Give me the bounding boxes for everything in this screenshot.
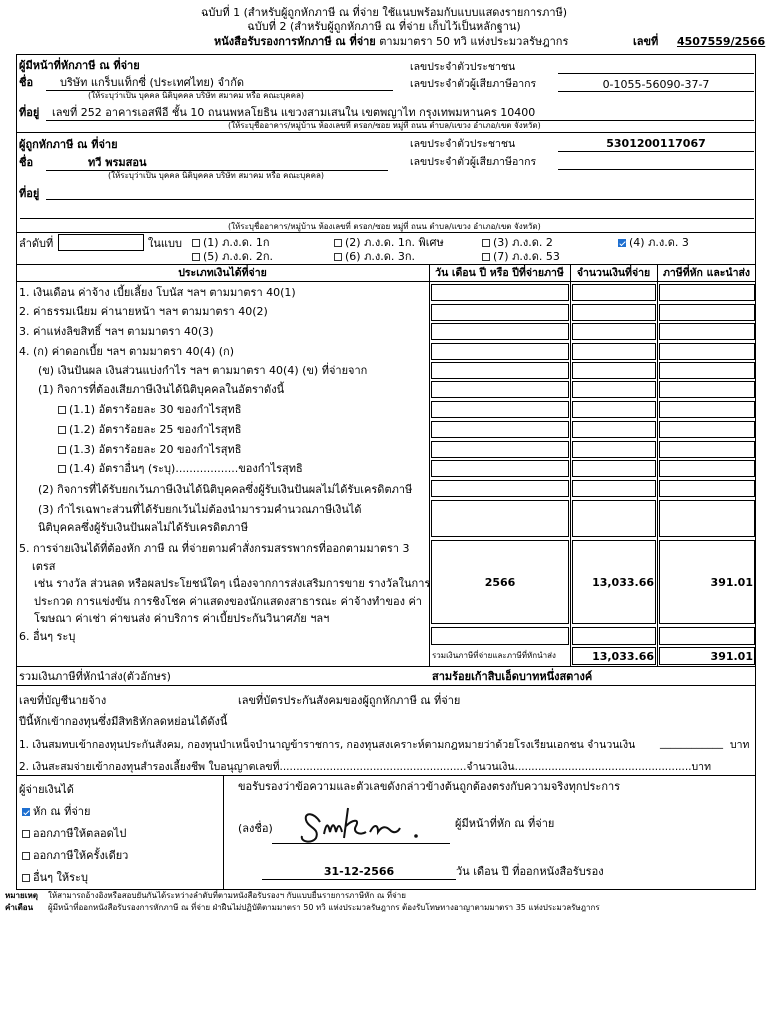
row4b1c-tax-box[interactable] xyxy=(659,441,755,458)
row1-date-box[interactable] xyxy=(431,284,569,301)
payer-choice-withhold[interactable] xyxy=(22,806,90,817)
row2-amount-box[interactable] xyxy=(572,304,656,321)
income-row-5-line5: โฆษณา ค่าเช่า ค่าขนส่ง ค่าบริการ ค่าเบี้ยประกันวินาศภัย ฯลฯ xyxy=(34,612,330,625)
payer-taxid-line xyxy=(558,91,754,92)
row6-date-box[interactable] xyxy=(431,627,569,645)
income-row-4b3-line1: (3) กำไรเฉพาะส่วนที่ได้รับยกเว้นไม่ต้องนำมารวมคำนวณภาษีเงินได้ xyxy=(38,503,362,516)
deduction-line-1-unit: บาท xyxy=(730,739,750,751)
row3-tax-box[interactable] xyxy=(659,323,755,340)
note-text: ให้สามารถอ้างอิงหรือสอบยันกันได้ระหว่างลำดับที่ตามหนังสือรับรองฯ กับแบบยื่นรายการภาษีหัก ณ ที่จ่าย xyxy=(48,891,406,900)
form-option-4-label: (4) ภ.ง.ด. 3 xyxy=(629,236,689,249)
payee-section-label: ผู้ถูกหักภาษี ณ ที่จ่าย xyxy=(19,138,118,151)
total-words-value: สามร้อยเก้าสิบเอ็ดบาทหนึ่งสตางค์ xyxy=(432,670,593,683)
income-row-4b: (ข) เงินปันผล เงินส่วนแบ่งกำไร ฯลฯ ตามมาตรา 40(4) (ข) ที่จ่ายจาก xyxy=(38,364,368,377)
income-row-6: 6. อื่นๆ ระบุ xyxy=(19,630,76,643)
row1-amount-box[interactable] xyxy=(572,284,656,301)
row4b1a-date-box[interactable] xyxy=(431,401,569,418)
funds-bottom-line xyxy=(16,775,756,776)
payer-section-label: ผู้มีหน้าที่หักภาษี ณ ที่จ่าย xyxy=(19,59,140,72)
income-row-5-line1: 5. การจ่ายเงินได้ที่ต้องหัก ภาษี ณ ที่จ่ายตามคำสั่งกรมสรรพากรที่ออกตามมาตรา 3 xyxy=(19,542,410,555)
total-tax-value: 391.01 xyxy=(710,650,753,663)
sign-label: (ลงชื่อ) xyxy=(238,822,273,835)
checkbox-icon[interactable] xyxy=(58,406,66,414)
row4b1-amount-box[interactable] xyxy=(572,381,656,398)
row2-date-box[interactable] xyxy=(431,304,569,321)
income-row-2: 2. ค่าธรรมเนียม ค่านายหน้า ฯลฯ ตามมาตรา 40(2) xyxy=(19,305,268,318)
payer-divider xyxy=(16,132,756,133)
deduction-line-1-blank[interactable]: ____________ xyxy=(660,737,723,749)
warning-label: คำเตือน xyxy=(5,903,34,912)
table-top-line xyxy=(16,264,756,265)
issue-date-label: วัน เดือน ปี ที่ออกหนังสือรับรอง xyxy=(456,865,604,878)
payer-choice-once-label: ออกภาษีให้ครั้งเดียว xyxy=(33,849,129,862)
title-bold: หนังสือรับรองการหักภาษี ณ ที่จ่าย xyxy=(214,35,376,48)
form-option-3-label: (3) ภ.ง.ด. 2 xyxy=(493,236,553,249)
income-row-4b1c[interactable] xyxy=(58,444,241,455)
payer-address: เลขที่ 252 อาคารเอสพีอี ชั้น 10 ถนนพหลโยธิน แขวงสามเสนใน เขตพญาไท กรุงเทพมหานคร 10400 xyxy=(52,106,536,119)
form-option-1-label: (1) ภ.ง.ด. 1ก xyxy=(203,236,270,249)
row4b1c-date-box[interactable] xyxy=(431,441,569,458)
row3-amount-box[interactable] xyxy=(572,323,656,340)
income-row-4b1c-label: (1.3) อัตราร้อยละ 20 ของกำไรสุทธิ xyxy=(69,443,242,456)
row6-amount-box[interactable] xyxy=(572,627,656,645)
col-header-date: วัน เดือน ปี หรือ ปีที่จ่ายภาษี xyxy=(435,267,564,279)
payer-choice-other-label: อื่นๆ ให้ระบุ xyxy=(33,871,88,884)
total-label: รวมเงินภาษีที่จ่ายและภาษีที่หักนำส่ง xyxy=(432,651,556,660)
certify-divider xyxy=(223,775,224,889)
number-label: เลขที่ xyxy=(633,35,659,48)
table-col-line-1 xyxy=(429,264,430,666)
row4b2-tax-box[interactable] xyxy=(659,480,755,497)
copy2-text: ฉบับที่ 2 (สำหรับผู้ถูกหักภาษี ณ ที่จ่าย เก็บไว้เป็นหลักฐาน) xyxy=(247,20,521,33)
row4a-amount-box[interactable] xyxy=(572,343,656,360)
income-row-5-line3: เช่น รางวัล ส่วนลด หรือผลประโยชน์ใดๆ เนื่องจากการส่งเสริมการขาย รางวัลในการ xyxy=(34,577,431,590)
payer-address-label: ที่อยู่ xyxy=(19,106,40,119)
row5-date-value: 2566 xyxy=(484,576,516,589)
income-row-4b1: (1) กิจการที่ต้องเสียภาษีเงินได้นิติบุคคลในอัตราดังนี้ xyxy=(38,383,285,396)
checkbox-icon[interactable] xyxy=(58,426,66,434)
row4b2-amount-box[interactable] xyxy=(572,480,656,497)
payer-choice-other[interactable] xyxy=(22,872,88,883)
row4b3-date-box[interactable] xyxy=(431,500,569,537)
total-amount-value: 13,033.66 xyxy=(592,650,654,663)
income-row-4b1d[interactable] xyxy=(58,463,303,474)
row4b1-date-box[interactable] xyxy=(431,381,569,398)
row4b1a-tax-box[interactable] xyxy=(659,401,755,418)
checkbox-icon[interactable] xyxy=(58,465,66,473)
payer-address-hint: (ให้ระบุชื่ออาคาร/หมู่บ้าน ห้องเลขที่ ตรอก/ซอย หมู่ที่ ถนน ตำบล/แขวง อำเภอ/เขต จังหวัด) xyxy=(228,121,541,130)
signature-line xyxy=(272,843,450,844)
order-label: ลำดับที่ xyxy=(19,237,54,250)
payer-name: บริษัท แกร็บแท็กซี่ (ประเทศไทย) จำกัด xyxy=(60,76,245,89)
income-row-4b1a-label: (1.1) อัตราร้อยละ 30 ของกำไรสุทธิ xyxy=(69,403,242,416)
row4b-amount-box[interactable] xyxy=(572,362,656,379)
income-row-3: 3. ค่าแห่งลิขสิทธิ์ ฯลฯ ตามมาตรา 40(3) xyxy=(19,325,214,338)
payer-id-label: เลขประจำตัวประชาชน xyxy=(410,61,516,73)
checkbox-icon[interactable] xyxy=(22,874,30,882)
row2-tax-box[interactable] xyxy=(659,304,755,321)
row4a-tax-box[interactable] xyxy=(659,343,755,360)
income-row-4b1a[interactable] xyxy=(58,404,241,415)
row4b1d-tax-box[interactable] xyxy=(659,460,755,477)
total-words-label: รวมเงินภาษีที่หักนำส่ง(ตัวอักษร) xyxy=(19,670,171,683)
income-row-4a: 4. (ก) ค่าดอกเบี้ย ฯลฯ ตามมาตรา 40(4) (ก) xyxy=(19,345,234,358)
form-option-6-label: (6) ภ.ง.ด. 3ก. xyxy=(345,250,415,263)
form-option-2-label: (2) ภ.ง.ด. 1ก. พิเศษ xyxy=(345,236,444,249)
checkbox-icon[interactable] xyxy=(22,830,30,838)
form-option-4[interactable] xyxy=(618,237,689,248)
col-header-income-type: ประเภทเงินได้ที่จ่าย xyxy=(178,267,267,279)
table-header-line xyxy=(16,281,756,282)
row4b3-amount-box[interactable] xyxy=(572,500,656,537)
signature-image xyxy=(290,798,440,848)
row6-tax-box[interactable] xyxy=(659,627,755,645)
income-row-4b2: (2) กิจการที่ได้รับยกเว้นภาษีเงินได้นิติบุคคลซึ่งผู้รับเงินปันผลไม่ได้รับเครดิตภาษี xyxy=(38,483,413,496)
certify-statement: ขอรับรองว่าข้อความและตัวเลขดังกล่าวข้างต้นถูกต้องตรงกับความจริงทุกประการ xyxy=(238,780,621,793)
income-row-4b3-line2: นิติบุคคลซึ่งผู้รับเงินปันผลไม่ได้รับเครดิตภาษี xyxy=(38,521,248,534)
payee-address-hint: (ให้ระบุชื่ออาคาร/หมู่บ้าน ห้องเลขที่ ตรอก/ซอย หมู่ที่ ถนน ตำบล/แขวง อำเภอ/เขต จังหวัด) xyxy=(228,222,541,231)
row4b-tax-box[interactable] xyxy=(659,362,755,379)
payee-id-line xyxy=(558,151,754,152)
checkbox-icon[interactable] xyxy=(192,239,200,247)
checked-checkbox-icon[interactable] xyxy=(618,239,626,247)
checkbox-icon[interactable] xyxy=(58,446,66,454)
payer-choice-once[interactable] xyxy=(22,850,128,861)
table-col-line-3 xyxy=(657,264,658,666)
issue-date-line xyxy=(262,879,456,880)
warning-text: ผู้มีหน้าที่ออกหนังสือรับรองการหักภาษี ณ ที่จ่าย ฝ่าฝืนไม่ปฏิบัติตามมาตรา 50 ทวิ แห่งประมวลรัษฎากร ต้องรับโทษทางอาญาตามมาตรา 35 แห่งประมวลรัษฎากร xyxy=(48,903,600,912)
deduction-title: ปีนี้หักเข้ากองทุนซึ่งมีสิทธิหักลดหย่อนได้ดังนี้ xyxy=(19,715,228,728)
form-option-5-label: (5) ภ.ง.ด. 2ก. xyxy=(203,250,273,263)
checkbox-icon[interactable] xyxy=(482,253,490,261)
payer-id-line xyxy=(558,73,754,74)
payee-taxid-line xyxy=(558,169,754,170)
certificate-number: 4507559/2566 xyxy=(677,35,766,48)
row4b1-tax-box[interactable] xyxy=(659,381,755,398)
row4b1b-amount-box[interactable] xyxy=(572,421,656,438)
income-row-5-line2: เตรส xyxy=(32,560,56,573)
checkbox-icon[interactable] xyxy=(334,239,342,247)
issue-date-value: 31-12-2566 xyxy=(323,865,395,878)
row4b1c-amount-box[interactable] xyxy=(572,441,656,458)
col-header-tax: ภาษีที่หัก และนำส่ง xyxy=(662,267,751,279)
income-row-4b1d-label: (1.4) อัตราอื่นๆ (ระบุ)..................ของกำไรสุทธิ xyxy=(69,462,303,475)
payee-divider xyxy=(16,232,756,233)
form-option-1[interactable] xyxy=(192,237,270,248)
payee-address-line1 xyxy=(46,199,754,200)
row4b1a-amount-box[interactable] xyxy=(572,401,656,418)
payer-name-label: ชื่อ xyxy=(19,76,34,89)
document-title xyxy=(214,36,568,47)
checked-checkbox-icon[interactable] xyxy=(22,808,30,816)
row3-date-box[interactable] xyxy=(431,323,569,340)
income-row-4b1b[interactable] xyxy=(58,424,241,435)
form-option-7[interactable] xyxy=(482,251,560,262)
payee-name: ทวี พรมสอน xyxy=(88,156,147,169)
total-words-bottom-line xyxy=(16,685,756,686)
row4b1b-date-box[interactable] xyxy=(431,421,569,438)
payer-taxid-value: 0-1055-56090-37-7 xyxy=(602,78,710,91)
checkbox-icon[interactable] xyxy=(482,239,490,247)
deduction-line-2: 2. เงินสะสมจ่ายเข้ากองทุนสำรองเลี้ยงชีพ ใบอนุญาตเลขที่........................................................จำนวนเงิน.....................................................บาท xyxy=(19,761,711,773)
row1-tax-box[interactable] xyxy=(659,284,755,301)
row4b1d-date-box[interactable] xyxy=(431,460,569,477)
total-words-top-line xyxy=(16,666,756,667)
row5-tax-value: 391.01 xyxy=(710,576,753,589)
row5-amount-value: 13,033.66 xyxy=(592,576,654,589)
row4b-date-box[interactable] xyxy=(431,362,569,379)
checkbox-icon[interactable] xyxy=(22,852,30,860)
table-col-line-2 xyxy=(570,264,571,666)
order-number-box[interactable] xyxy=(58,234,144,251)
row4b2-date-box[interactable] xyxy=(431,480,569,497)
form-option-2[interactable] xyxy=(334,237,444,248)
payer-name-hint: (ให้ระบุว่าเป็น บุคคล นิติบุคคล บริษัท สมาคม หรือ คณะบุคคล) xyxy=(88,91,304,100)
row4a-date-box[interactable] xyxy=(431,343,569,360)
payer-choice-always-label: ออกภาษีให้ตลอดไป xyxy=(33,827,127,840)
payee-address-label: ที่อยู่ xyxy=(19,187,40,200)
checkbox-icon[interactable] xyxy=(192,253,200,261)
form-option-7-label: (7) ภ.ง.ด. 53 xyxy=(493,250,560,263)
payee-name-label: ชื่อ xyxy=(19,156,34,169)
in-form-label: ในแบบ xyxy=(148,237,182,250)
form-option-3[interactable] xyxy=(482,237,553,248)
payee-taxid-label: เลขประจำตัวผู้เสียภาษีอากร xyxy=(410,156,537,168)
row4b3-tax-box[interactable] xyxy=(659,500,755,537)
payee-address-line2 xyxy=(20,218,754,219)
income-row-1: 1. เงินเดือน ค่าจ้าง เบี้ยเลี้ยง โบนัส ฯลฯ ตามมาตรา 40(1) xyxy=(19,286,296,299)
signer-role: ผู้มีหน้าที่หัก ณ ที่จ่าย xyxy=(455,817,555,830)
payee-id-value: 5301200117067 xyxy=(606,137,706,150)
title-rest: ตามมาตรา 50 ทวิ แห่งประมวลรัษฎากร xyxy=(379,35,569,48)
form-option-6[interactable] xyxy=(334,251,415,262)
employer-account-label: เลขที่บัญชีนายจ้าง xyxy=(19,694,107,707)
form-option-5[interactable] xyxy=(192,251,273,262)
payee-name-hint: (ให้ระบุว่าเป็น บุคคล นิติบุคคล บริษัท สมาคม หรือ คณะบุคคล) xyxy=(108,171,324,180)
row4b1d-amount-box[interactable] xyxy=(572,460,656,477)
payer-choice-withhold-label: หัก ณ ที่จ่าย xyxy=(33,805,91,818)
income-row-4b1b-label: (1.2) อัตราร้อยละ 25 ของกำไรสุทธิ xyxy=(69,423,242,436)
row4b1b-tax-box[interactable] xyxy=(659,421,755,438)
payer-taxid-label: เลขประจำตัวผู้เสียภาษีอากร xyxy=(410,78,537,90)
social-security-label: เลขที่บัตรประกันสังคมของผู้ถูกหักภาษี ณ ที่จ่าย xyxy=(238,694,461,707)
checkbox-icon[interactable] xyxy=(334,253,342,261)
copy1-text: ฉบับที่ 1 (สำหรับผู้ถูกหักภาษี ณ ที่จ่าย ใช้แนบพร้อมกับแบบแสดงรายการภาษี) xyxy=(200,6,568,19)
payer-choice-title: ผู้จ่ายเงินได้ xyxy=(19,783,74,796)
deduction-line-1: 1. เงินสมทบเข้ากองทุนประกันสังคม, กองทุนบำเหน็จบำนาญข้าราชการ, กองทุนสงเคราะห์ตามกฎหมายว่าด้วยโรงเรียนเอกชน จำนวนเงิน xyxy=(19,739,636,751)
note-label: หมายเหตุ xyxy=(5,891,38,900)
payer-choice-always[interactable] xyxy=(22,828,126,839)
col-header-amount: จำนวนเงินที่จ่าย xyxy=(576,267,651,279)
payee-id-label: เลขประจำตัวประชาชน xyxy=(410,138,516,150)
income-row-5-line4: ประกวด การแข่งขัน การชิงโชค ค่าแสดงของนักแสดงสาธารณะ ค่าจ้างทำของ ค่า xyxy=(34,595,422,608)
